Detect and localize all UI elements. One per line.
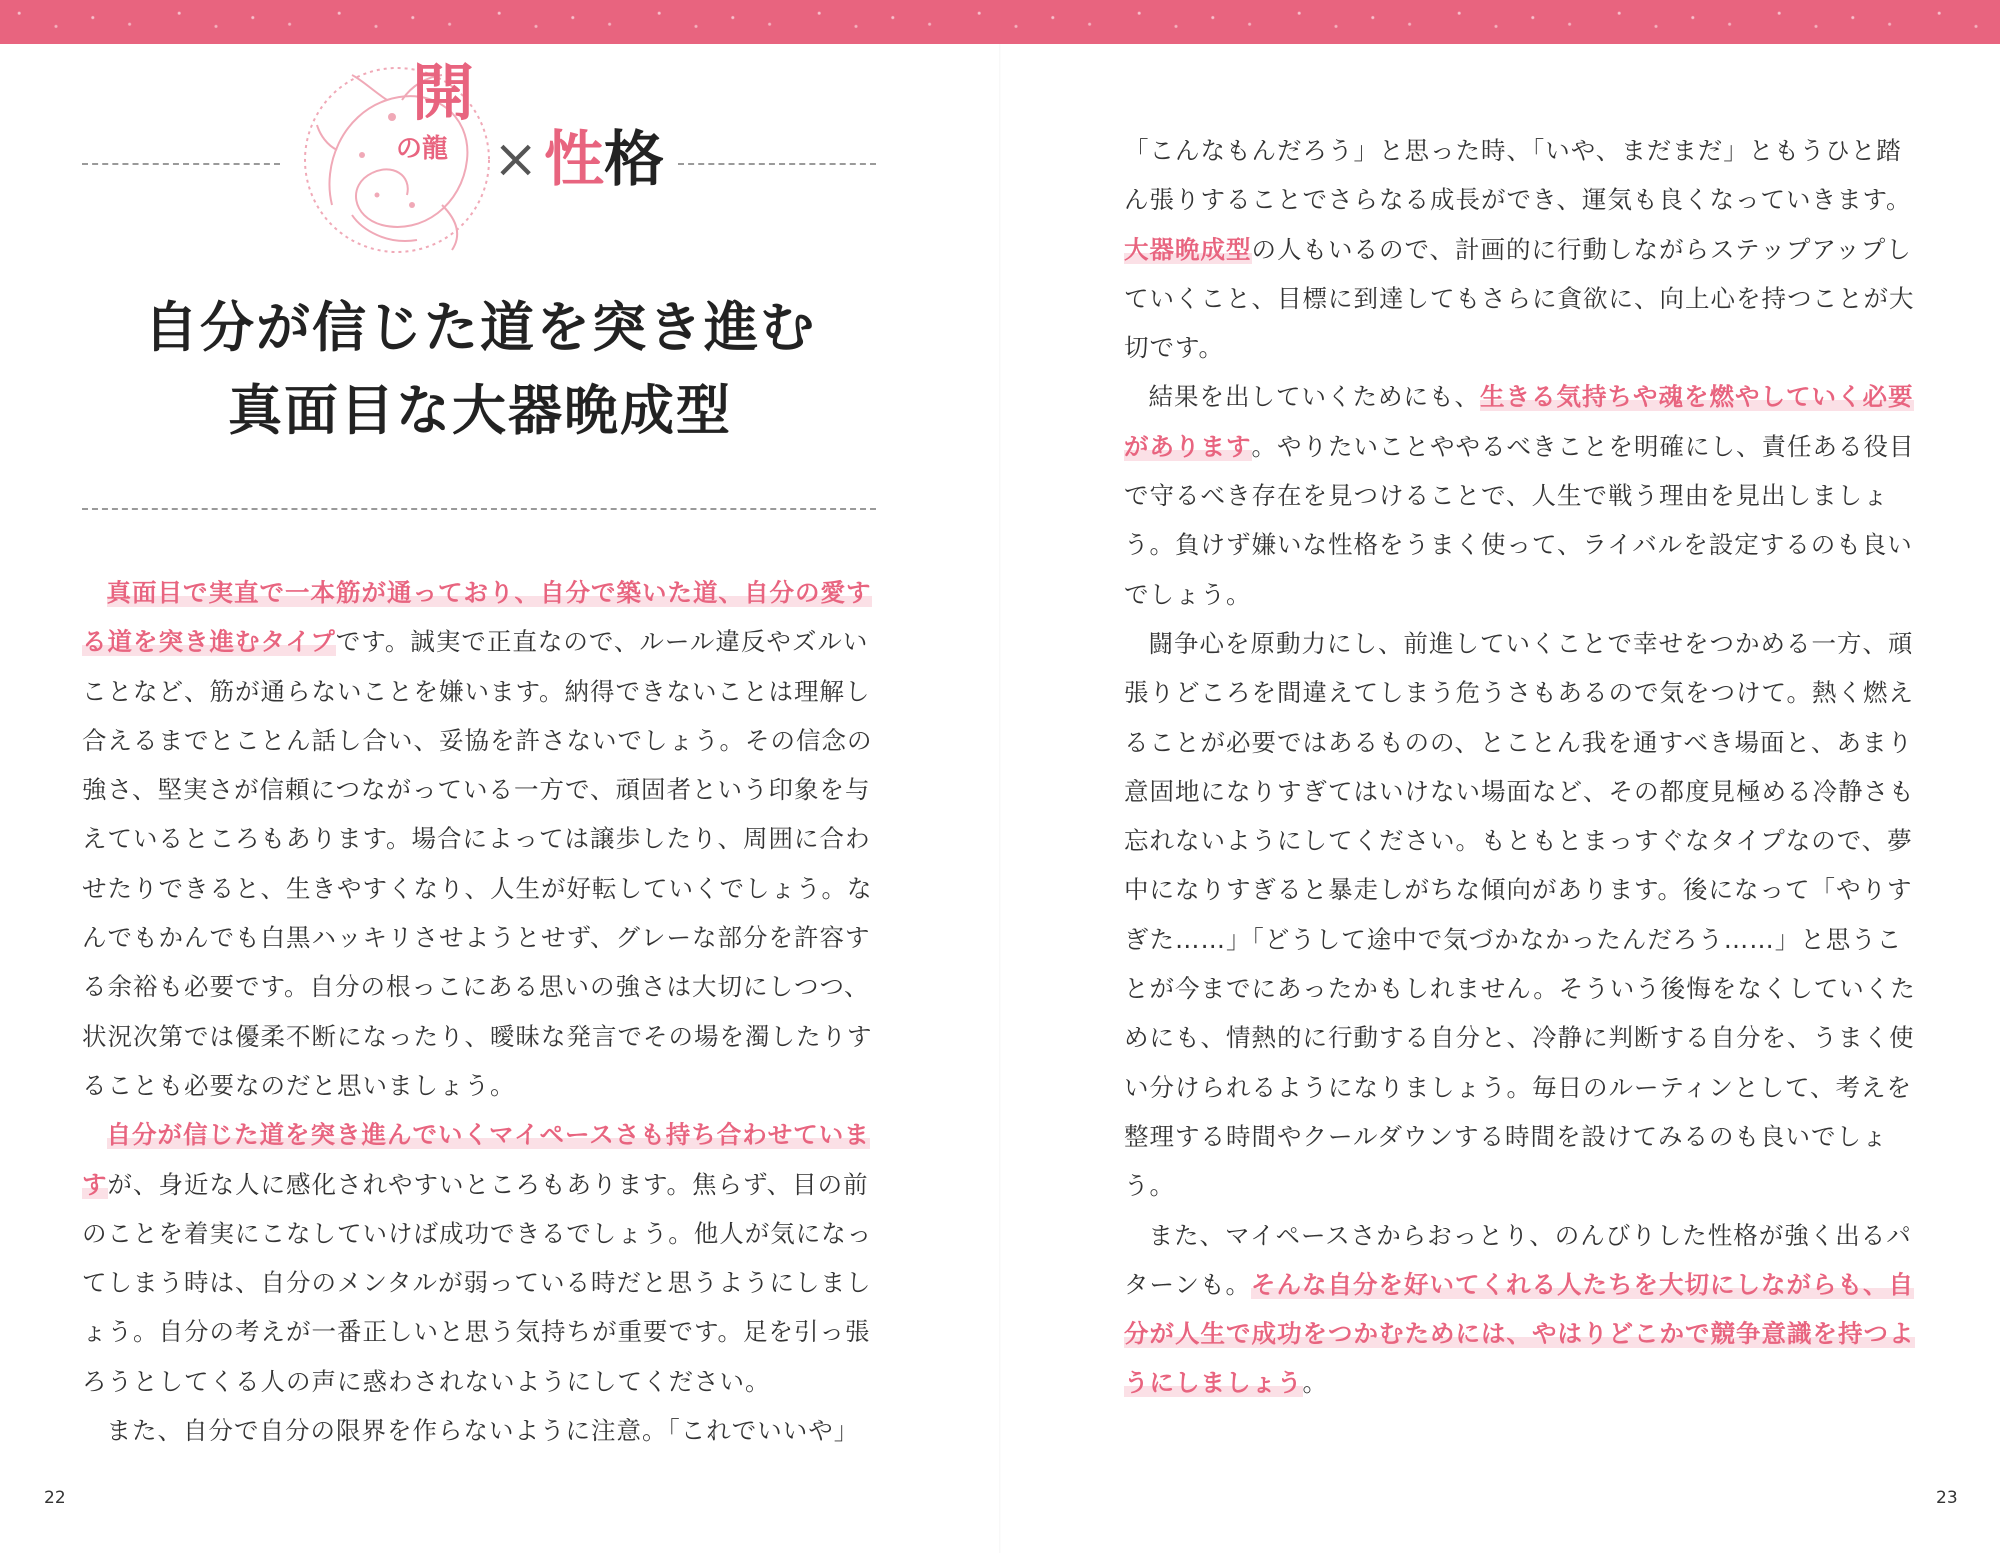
right-text-4a: また、マイペースさからおっとり、のんびりした性格が強く出るパターンも。 [1124, 1220, 1912, 1299]
right-paragraph-3 [1124, 619, 1924, 1211]
badge-sei: 性 [544, 125, 604, 195]
left-highlight-1: 真面目で実直で一本筋が通っており、自分で築いた道、自分の愛する道を突き進むタイプ [82, 578, 872, 657]
right-text-1b: の人もいるので、計画的に行動しながらステップアップしていくこと、目標に到達してもさらに貪欲に、向上心を持つことが大切です。 [1124, 234, 1915, 363]
heading-dash-right [678, 163, 876, 165]
left-paragraph-1 [82, 568, 882, 1110]
page-number-right: 23 [1936, 1488, 1958, 1508]
title-line-1: 自分が信じた道を突き進む [144, 295, 816, 359]
badge-kai: 開 [412, 56, 475, 129]
left-paragraph-3 [82, 1406, 882, 1455]
right-text-2b: 。やりたいことややるべきことを明確にし、責任ある役目で守るべき存在を見つけることで、人生で戦う理由を見出しましょう。負けず嫌いな性格をうまく使って、ライバルを設定するのも良いでしょう。 [1124, 431, 1915, 609]
right-paragraph-2 [1124, 372, 1924, 618]
heading-dash-left [82, 163, 280, 165]
right-highlight-1: 大器晩成型 [1124, 234, 1252, 264]
badge-no-ryu: の龍 [396, 134, 449, 164]
page-number-left: 22 [44, 1488, 66, 1508]
badge-times: × [493, 127, 539, 190]
right-text-4b: 。 [1302, 1368, 1328, 1398]
left-text-2: が、身近な人に感化されやすいところもあります。焦らず、目の前のことを着実にこなしていけば成功できるでしょう。他人が気になってしまう時は、自分のメンタルが弱っている時だと思うようにしましょう。自分の考えが一番正しいと思う気持ちが重要です。足を引っ張ろうとしてくる人の声に惑わされないようにしてください。 [82, 1169, 873, 1396]
right-highlight-2: 生きる気持ちや魂を燃やしていく必要があります [1124, 382, 1914, 461]
right-text-1a: 「こんなもんだろう」と思った時、「いや、まだまだ」ともうひと踏ん張りすることでさらなる成長ができ、運気も良くなっていきます。 [1124, 136, 1912, 215]
left-column [82, 568, 882, 1455]
top-decorative-band [0, 0, 2000, 44]
right-column [1124, 126, 1924, 1408]
badge-kaku: 格 [604, 125, 664, 195]
title-divider [82, 508, 876, 510]
left-text-3: また、自分で自分の限界を作らないように注意。「これでいいや」 [106, 1416, 860, 1446]
page-gutter [999, 44, 1001, 1553]
right-text-3: 闘争心を原動力にし、前進していくことで幸せをつかめる一方、頑張りどころを間違えてしまう危うさもあるので気をつけて。熱く燃えることが必要ではあるものの、とことん我を通すべき場面と、あまり意固地になりすぎてはいけない場面など、その都度見極める冷静さも忘れないようにしてください。もともとまっすぐなタイプなので、夢中になりすぎると暴走しがちな傾向があります。後になって「やりすぎた……」「どうして途中で気づかなかったんだろう……」と思うことが今までにあったかもしれません。そういう後悔をなくしていくためにも、情熱的に行動する自分と、冷静に判断する自分を、うまく使い分けられるようになりましょう。毎日のルーティンとして、考えを整理する時間やクールダウンする時間を設けてみるのも良いでしょう。 [1124, 628, 1916, 1201]
right-paragraph-4 [1124, 1211, 1924, 1408]
left-highlight-2: 自分が信じた道を突き進んでいくマイペースさも持ち合わせています [82, 1120, 870, 1199]
left-paragraph-2 [82, 1110, 882, 1406]
title-line-2: 真面目な大器晩成型 [228, 378, 732, 442]
right-highlight-4: そんな自分を好いてくれる人たちを大切にしながらも、自分が人生で成功をつかむためには、やはりどこかで競争意識を持つようにしましょう [1124, 1269, 1915, 1398]
right-text-2a: 結果を出していくためにも、 [1148, 382, 1480, 412]
right-paragraph-1 [1124, 126, 1924, 372]
left-text-1: です。誠実で正直なので、ルール違反やズルいことなど、筋が通らないことを嫌います。納得できないことは理解し合えるまでとことん話し合い、妥協を許さないでしょう。その信念の強さ、堅実さが信頼につながっている一方で、頑固者という印象を与えているところもあります。場合によっては譲歩したり、周囲に合わせたりできると、生きやすくなり、人生が好転していくでしょう。なんでもかんでも白黒ハッキリさせようとせず、グレーな部分を許容する余裕も必要です。自分の根っこにある思いの強さは大切にしつつ、状況次第では優柔不断になったり、曖昧な発言でその場を濁したりすることも必要なのだと思いましょう。 [82, 627, 873, 1100]
